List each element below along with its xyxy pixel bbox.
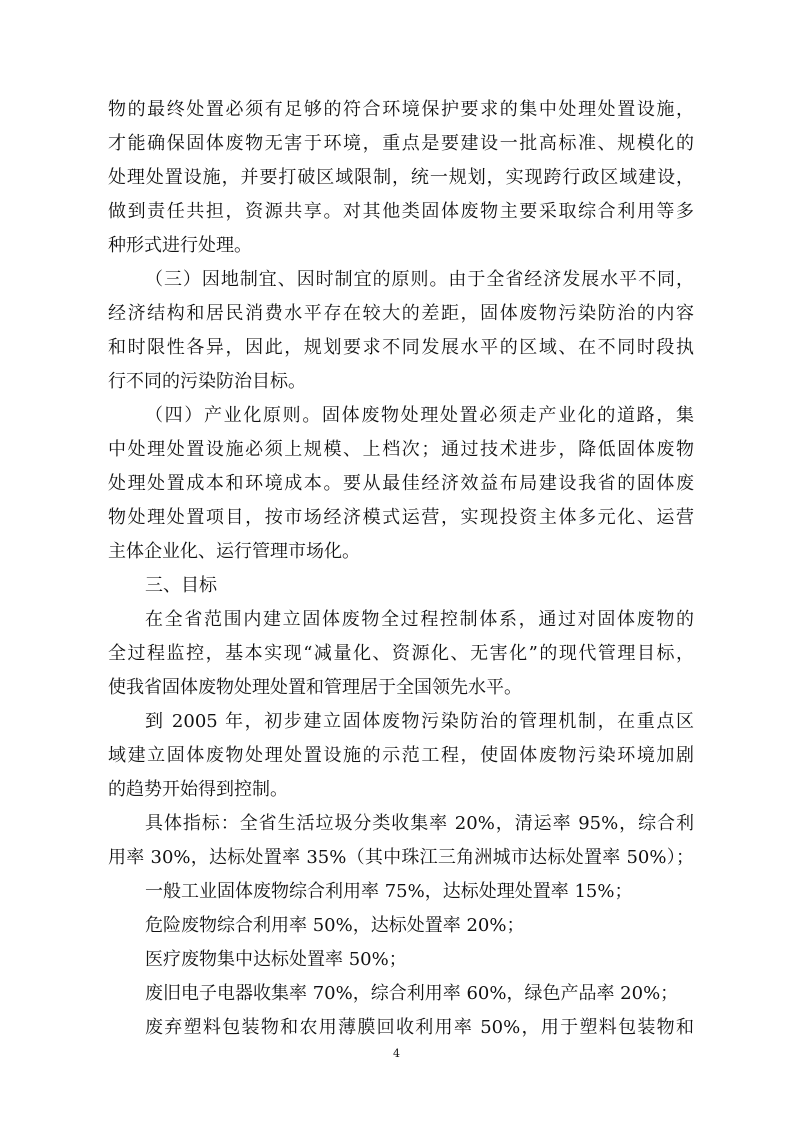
paragraph-line: 行不同的污染防治目标。 [108,371,306,392]
paragraph-line: 物的最终处置必须有足够的符合环境保护要求的集中处理处置设施， [108,99,694,120]
paragraph-line: 种形式进行处理。 [108,235,252,256]
paragraph-line: 经济结构和居民消费水平存在较大的差距，固体废物污染防治的内容 [108,303,694,324]
paragraph-line: 做到责任共担，资源共享。对其他类固体废物主要采取综合利用等多 [108,201,694,222]
paragraph-line: 具体指标：全省生活垃圾分类收集率 20%，清运率 95%，综合利 [145,813,694,834]
paragraph-line: 域建立固体废物处理处置设施的示范工程，使固体废物污染环境加剧 [108,745,694,766]
paragraph-line: 主体企业化、运行管理市场化。 [108,541,360,562]
paragraph-line: 处理处置设施，并要打破区域限制，统一规划，实现跨行政区域建设， [108,167,694,188]
paragraph-line: 全过程监控，基本实现“减量化、资源化、无害化”的现代管理目标， [108,643,694,664]
paragraph-line: 废弃塑料包装物和农用薄膜回收利用率 50%，用于塑料包装物和 [145,1017,694,1038]
paragraph-line: 处理处置成本和环境成本。要从最佳经济效益布局建设我省的固体废 [108,473,694,494]
paragraph-line: 到 2005 年，初步建立固体废物污染防治的管理机制，在重点区 [145,711,694,732]
paragraph-line: 用率 30%，达标处置率 35%（其中珠江三角洲城市达标处置率 50%）； [108,847,694,868]
paragraph-line: 物处理处置项目，按市场经济模式运营，实现投资主体多元化、运营 [108,507,694,528]
page-number: 4 [393,1047,400,1060]
paragraph-line: 在全省范围内建立固体废物全过程控制体系，通过对固体废物的 [145,609,694,630]
section-heading: 三、目标 [145,575,217,596]
paragraph-line: 才能确保固体废物无害于环境，重点是要建设一批高标准、规模化的 [108,133,694,154]
paragraph-line: （三）因地制宜、因时制宜的原则。由于全省经济发展水平不同， [145,269,694,290]
paragraph-line: 使我省固体废物处理处置和管理居于全国领先水平。 [108,677,522,698]
paragraph-line: 一般工业固体废物综合利用率 75%，达标处理处置率 15%； [145,881,633,902]
paragraph-line: （四）产业化原则。固体废物处理处置必须走产业化的道路，集 [145,405,694,426]
paragraph-line: 危险废物综合利用率 50%，达标处置率 20%； [145,915,525,936]
paragraph-line: 和时限性各异，因此，规划要求不同发展水平的区域、在不同时段执 [108,337,694,358]
paragraph-line: 的趋势开始得到控制。 [108,779,288,800]
paragraph-line: 医疗废物集中达标处置率 50%； [145,949,407,970]
paragraph-line: 废旧电子电器收集率 70%，综合利用率 60%，绿色产品率 20%； [145,983,679,1004]
paragraph-line: 中处理处置设施必须上规模、上档次；通过技术进步，降低固体废物 [108,439,694,460]
